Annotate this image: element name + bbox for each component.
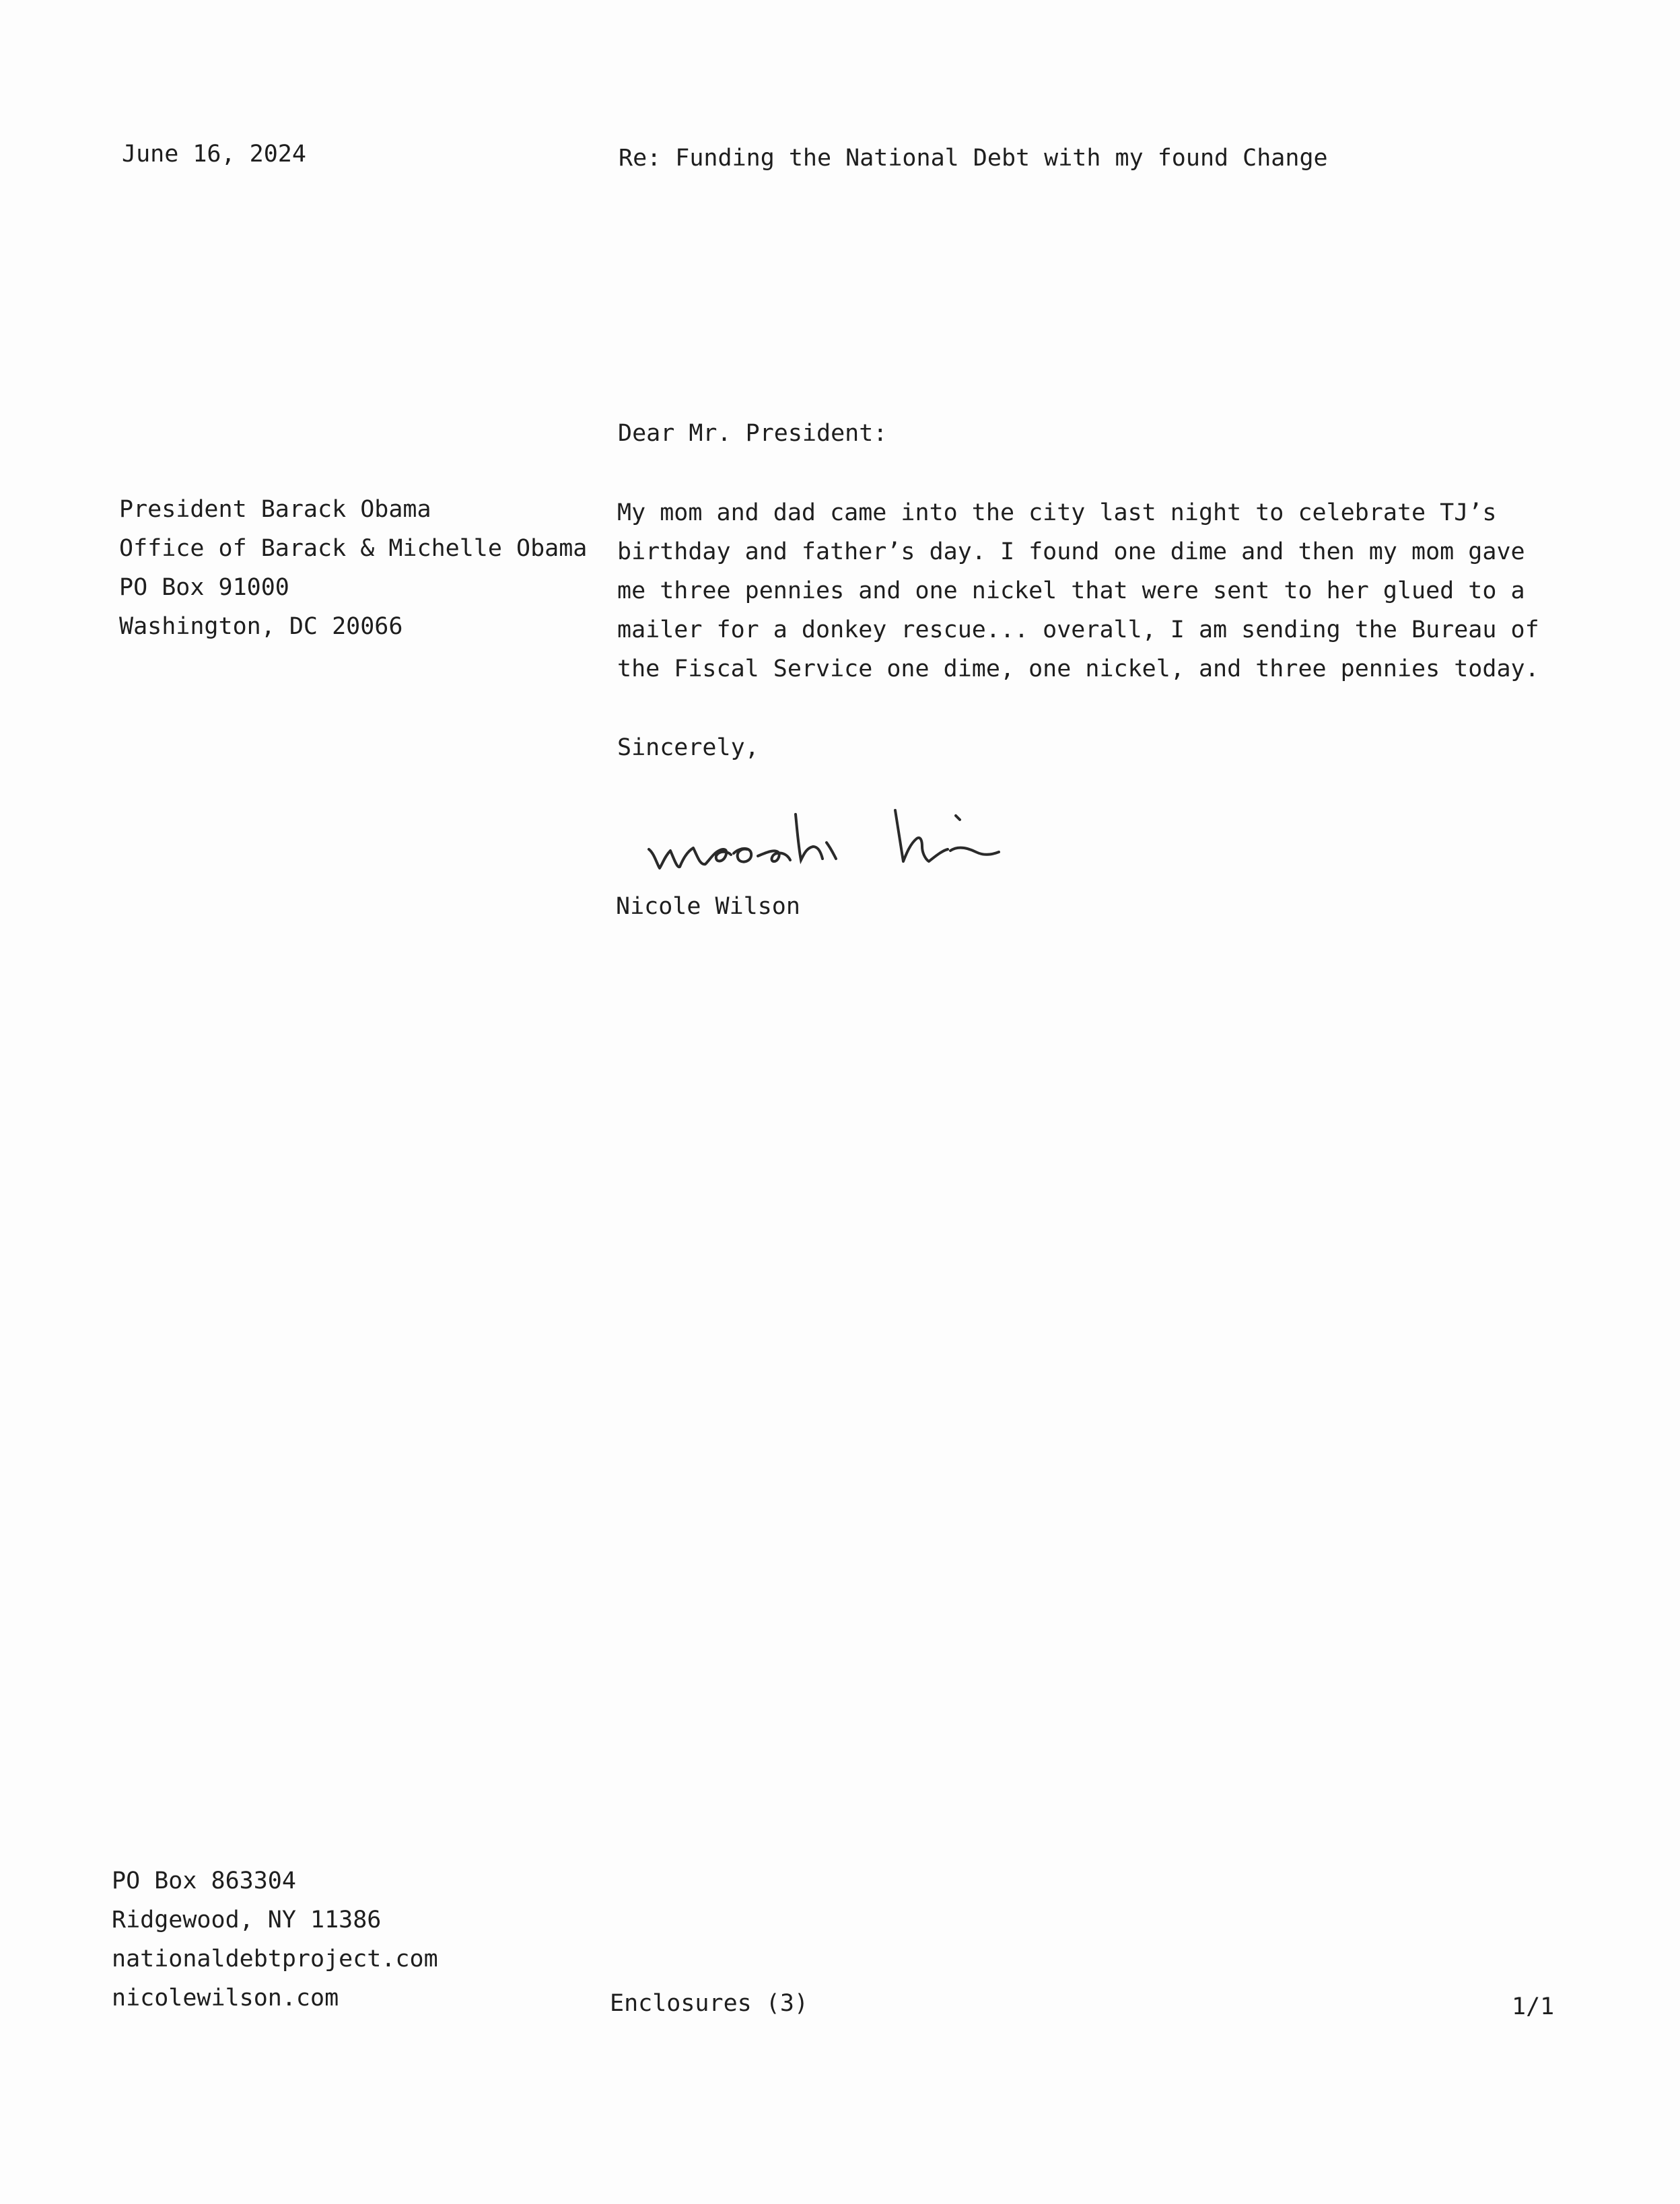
recipient-line: PO Box 91000 xyxy=(119,574,289,601)
enclosures-note: Enclosures (3) xyxy=(610,1990,809,2017)
sender-line: PO Box 863304 xyxy=(112,1868,296,1894)
salutation: Dear Mr. President: xyxy=(618,420,888,447)
letter-body xyxy=(617,493,1539,688)
sender-website-link[interactable]: nationaldebtproject.com xyxy=(112,1946,438,1972)
letter-subject: Re: Funding the National Debt with my found Change xyxy=(619,145,1328,172)
recipient-line: President Barack Obama xyxy=(119,496,431,523)
letter-date: June 16, 2024 xyxy=(122,141,306,168)
sender-website-link[interactable]: nicolewilson.com xyxy=(112,1985,339,2012)
body-line: mailer for a donkey rescue... overall, I am sending the Bureau of xyxy=(617,616,1539,643)
body-line: me three pennies and one nickel that were sent to her glued to a xyxy=(617,577,1525,604)
recipient-line: Office of Barack & Michelle Obama xyxy=(119,535,588,562)
recipient-address xyxy=(119,490,587,646)
sender-line: Ridgewood, NY 11386 xyxy=(112,1907,382,1933)
handwritten-signature-icon xyxy=(639,794,1016,882)
closing: Sincerely, xyxy=(617,734,759,761)
body-line: the Fiscal Service one dime, one nickel, and three pennies today. xyxy=(617,655,1539,682)
sender-address xyxy=(112,1861,438,2018)
signer-name: Nicole Wilson xyxy=(616,893,800,920)
recipient-line: Washington, DC 20066 xyxy=(119,613,403,640)
page-number: 1/1 xyxy=(1512,1993,1555,2020)
body-line: My mom and dad came into the city last night to celebrate TJ’s xyxy=(617,499,1497,526)
body-line: birthday and father’s day. I found one dime and then my mom gave xyxy=(617,538,1525,565)
